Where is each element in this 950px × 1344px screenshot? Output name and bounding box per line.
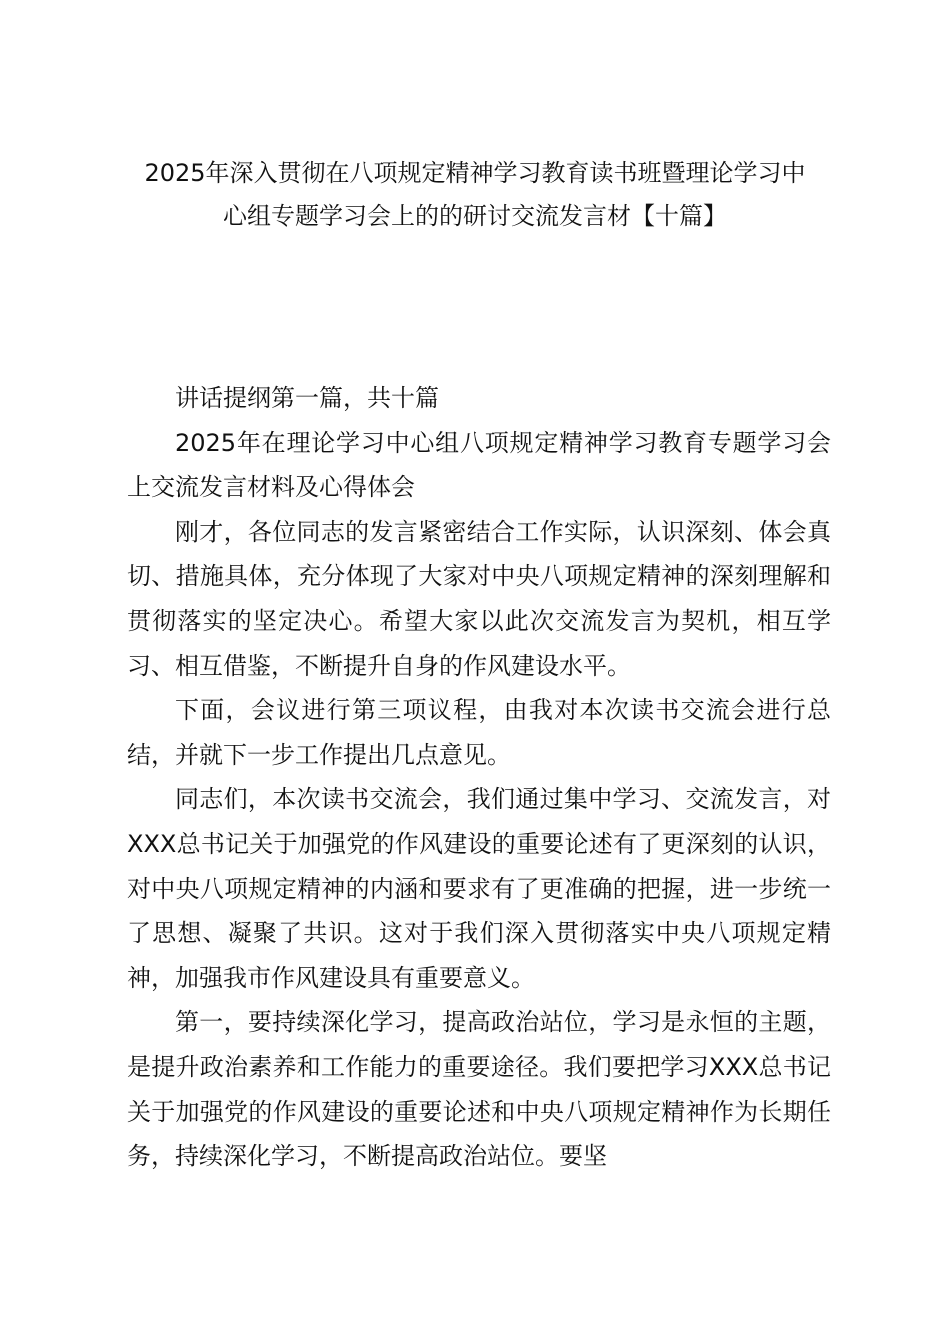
document-title bbox=[110, 152, 840, 238]
title-line-1: 2025年深入贯彻在八项规定精神学习教育读书班暨理论学习中 bbox=[144, 159, 806, 187]
paragraph-agenda: 下面，会议进行第三项议程，由我对本次读书交流会进行总结，并就下一步工作提出几点意见。 bbox=[127, 696, 831, 769]
paragraph-opening-remarks: 刚才，各位同志的发言紧密结合工作实际，认识深刻、体会真切、措施具体，充分体现了大家对中央八项规定精神的深刻理解和贯彻落实的坚定决心。希望大家以此次交流发言为契机，相互学习、相互借鉴，不断提升自身的作风建设水平。 bbox=[127, 517, 831, 680]
paragraph-summary: 同志们，本次读书交流会，我们通过集中学习、交流发言，对XXX总书记关于加强党的作风建设的重要论述有了更深刻的认识，对中央八项规定精神的内涵和要求有了更准确的把握，进一步统一了思想、凝聚了共识。这对于我们深入贯彻落实中央八项规定精神，加强我市作风建设具有重要意义。 bbox=[127, 785, 831, 992]
document-body bbox=[127, 376, 831, 1179]
paragraph-first-point: 第一，要持续深化学习，提高政治站位，学习是永恒的主题，是提升政治素养和工作能力的重要途径。我们要把学习XXX总书记关于加强党的作风建设的重要论述和中央八项规定精神作为长期任务，持续深化学习，不断提高政治站位。要坚 bbox=[127, 1008, 831, 1171]
title-line-2: 心组专题学习会上的的研讨交流发言材【十篇】 bbox=[223, 202, 727, 230]
paragraph-outline-heading: 讲话提纲第一篇，共十篇 bbox=[175, 384, 439, 412]
paragraph-subtitle: 2025年在理论学习中心组八项规定精神学习教育专题学习会上交流发言材料及心得体会 bbox=[127, 428, 831, 502]
